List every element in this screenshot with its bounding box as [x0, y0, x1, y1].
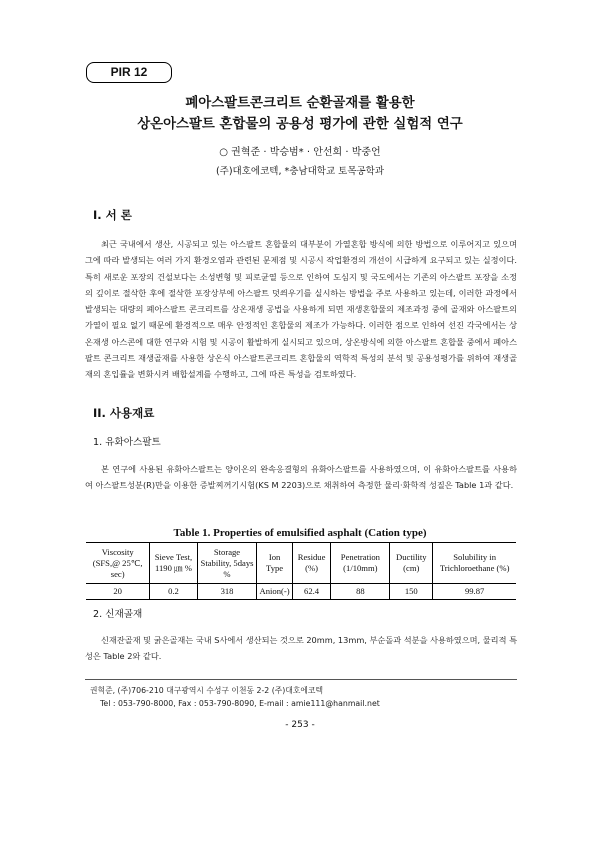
- table-cell: 62.4: [292, 584, 331, 600]
- table-cell: 99.87: [433, 584, 516, 600]
- authors: ○ 권혁준 · 박승범* · 안선희 · 박중언: [219, 147, 381, 158]
- introduction-paragraph: 최근 국내에서 생산, 시공되고 있는 아스팔트 혼합물의 대부분이 가열혼합 방식에 의한 방법으로 이루어지고 있으며 그에 따라 발생되는 여러 가지 환경오염과 관련된 문제점 및 시공시 작업환경의 개선이 시급하게 요구되고 있는 실정이다. 특히 새로운 포장의 건설보다는 소성변형 및 피로균열 등으로 인하여 도심지 및 국도에서는 기존의 아스팔트 포장을 소정의 깊이로 절삭한 후에 절삭한 포장상부에 아스팔트 덧씌우기를 실시하는 방법을 주로 사용하고 있는데, 이러한 과정에서 발생되는 대량의 폐아스팔트 콘크리트를 상온재생 공법을 사용하게 되면 재생혼합물의 제조과정 중에 골재와 아스팔트의 가열이 필요 없기 때문에 환경적으로 매우 안정적인 혼합물의 제조가 가능하다. 이러한 점으로 인하여 선진 각국에서는 상온재생 아스콘에 대한 연구와 시험 및 시공이 활발하게 실시되고 있으며, 상온방식에 의한 아스팔트 혼합물 중에서 폐아스팔트 콘크리트 재생골재를 사용한 상온식 아스팔트콘크리트 혼합물의 역학적 특성의 분석 및 공용성평가를 위하여 재생골재의 혼입률을 변화시켜 배합설계를 수행하고, 그에 따른 특성을 검토하였다.: [85, 239, 517, 380]
- table-header-cell: Ion Type: [257, 543, 292, 584]
- table1: [86, 542, 516, 600]
- table-cell: Anion(-): [257, 584, 292, 600]
- paper-title-line2: 상온아스팔트 혼합물의 공용성 평가에 관한 실험적 연구: [137, 117, 463, 132]
- table-header-cell: Storage Stability, 5days %: [197, 543, 257, 584]
- session-tag: PIR 12: [86, 62, 172, 83]
- paper-title-line1: 폐아스팔트콘크리트 순환골재를 활용한: [185, 96, 415, 111]
- subsection-heading-emulsified-asphalt: 1. 유화아스팔트: [93, 437, 161, 448]
- table-cell: 88: [331, 584, 390, 600]
- subsection-heading-new-aggregate: 2. 신재골재: [93, 609, 143, 620]
- table-header-cell: Sieve Test, 1190 ㎛ %: [150, 543, 197, 584]
- section-heading-materials: II. 사용재료: [93, 406, 155, 420]
- new-aggregate-paragraph: 신재잔골재 및 굵은골재는 국내 S사에서 생산되는 것으로 20mm, 13mm, 부순돌과 석분을 사용하였으며, 물리적 특성은 Table 2와 같다.: [85, 635, 517, 662]
- table-header-cell: Penetration (1/10mm): [331, 543, 390, 584]
- footnote-contact: Tel : 053-790-8000, Fax : 053-790-8090, E-mail : amie111@hanmail.net: [100, 699, 380, 708]
- affiliation: (주)대호에코텍, *충남대학교 토목공학과: [215, 166, 385, 177]
- section-heading-introduction: I. 서 론: [93, 208, 132, 222]
- footnote-divider: [85, 679, 517, 680]
- footnote-address: 권혁준, (주)706-210 대구광역시 수성구 이천동 2-2 (주)대호에코텍: [90, 686, 323, 695]
- table-cell: 150: [390, 584, 433, 600]
- table1-caption: Table 1. Properties of emulsified asphalt (Cation type): [173, 527, 427, 539]
- table-header-cell: Solubility in Trichloroethane (%): [433, 543, 516, 584]
- table-header-cell: Residue (%): [292, 543, 331, 584]
- table-cell: 0.2: [150, 584, 197, 600]
- table-cell: 20: [86, 584, 150, 600]
- page-number: - 253 -: [285, 720, 315, 730]
- table-header-row: [86, 543, 516, 584]
- emulsified-asphalt-paragraph: 본 연구에 사용된 유화아스팔트는 양이온의 완속응결형의 유화아스팔트를 사용하였으며, 이 유화아스팔트를 사용하여 아스팔트성분(R)만을 이용한 증발찌꺼기시험(KS M 2203)으로 채취하여 측정한 물리·화학적 성질은 Table 1과 같다.: [85, 464, 517, 491]
- table-header-cell: Viscosity (SFS,@ 25℃, sec): [86, 543, 150, 584]
- table-row: [86, 584, 516, 600]
- table-cell: 318: [197, 584, 257, 600]
- table-header-cell: Ductility (cm): [390, 543, 433, 584]
